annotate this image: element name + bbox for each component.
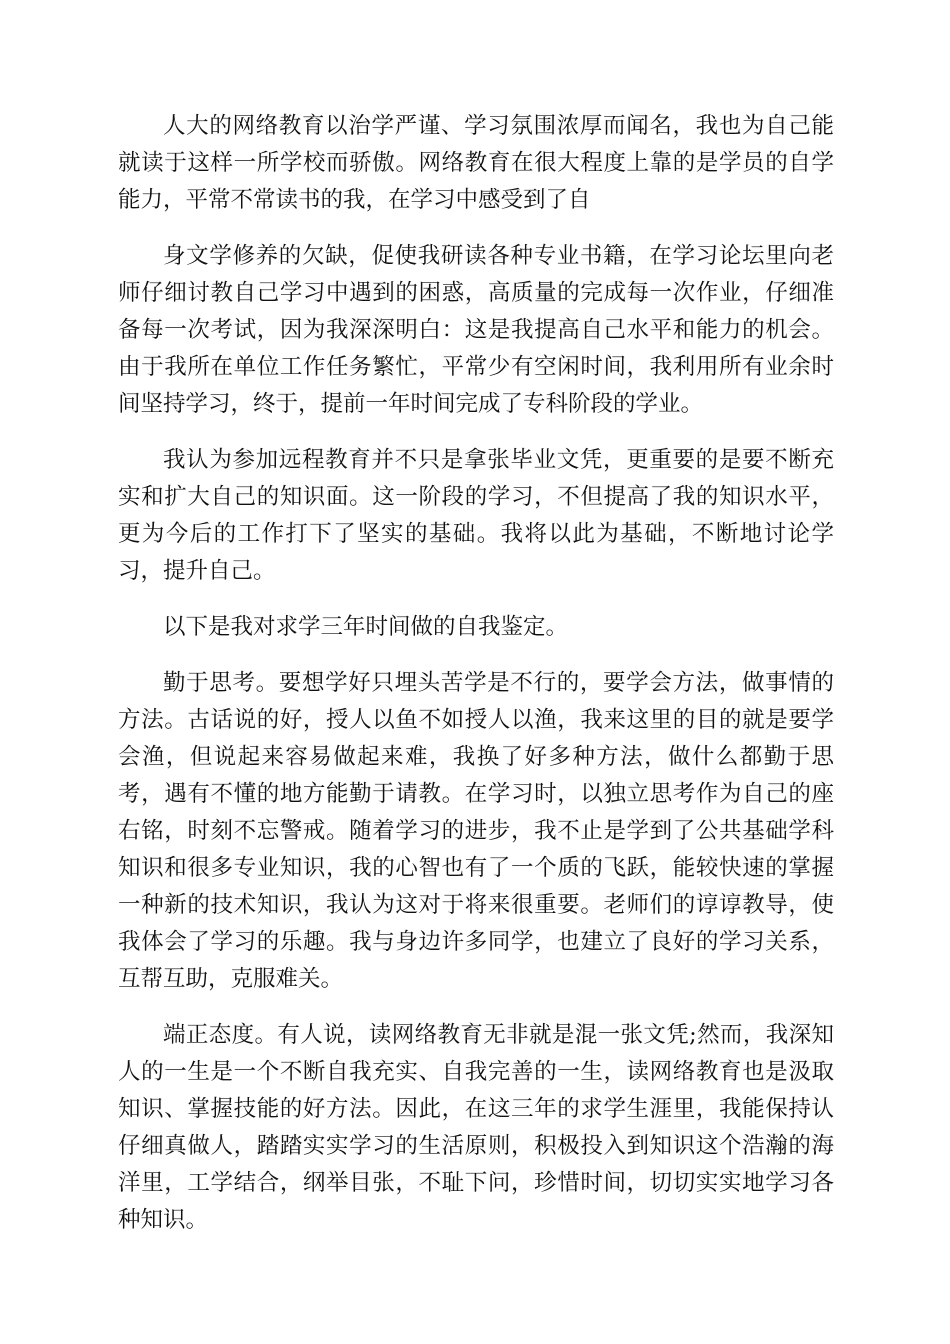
document-page <box>118 108 834 1258</box>
paragraph-distance-education: 我认为参加远程教育并不只是拿张毕业文凭，更重要的是要不断充实和扩大自己的知识面。这一阶段的学习，不但提高了我的知识水平，更为今后的工作打下了坚实的基础。我将以此为基础，不断地讨论学习，提升自己。 <box>118 447 834 584</box>
paragraph-self-appraisal-intro: 以下是我对求学三年时间做的自我鉴定。 <box>163 614 569 640</box>
paragraph-correct-attitude: 端正态度。有人说，读网络教育无非就是混一张文凭;然而，我深知人的一生是一个不断自我充实、自我完善的一生，读网络教育也是汲取知识、掌握技能的好方法。因此，在这三年的求学生涯里，我能保持认仔细真做人，踏踏实实学习的生活原则，积极投入到知识这个浩瀚的海洋里，工学结合，纲举目张，不耻下问，珍惜时间，切切实实地学习各种知识。 <box>118 1022 834 1233</box>
paragraph-self-study: 身文学修养的欠缺，促使我研读各种专业书籍，在学习论坛里向老师仔细讨教自己学习中遇到的困惑，高质量的完成每一次作业，仔细准备每一次考试，因为我深深明白：这是我提高自己水平和能力的机会。由于我所在单位工作任务繁忙，平常少有空闲时间，我利用所有业余时间坚持学习，终于，提前一年时间完成了专科阶段的学业。 <box>118 243 834 417</box>
paragraph-diligent-thinking: 勤于思考。要想学好只埋头苦学是不行的，要学会方法，做事情的方法。古话说的好，授人以鱼不如授人以渔，我来这里的目的就是要学会渔，但说起来容易做起来难，我换了好多种方法，做什么都勤于思考，遇有不懂的地方能勤于请教。在学习时，以独立思考作为自己的座右铭，时刻不忘警戒。随着学习的进步，我不止是学到了公共基础学科知识和很多专业知识，我的心智也有了一个质的飞跃，能较快速的掌握一种新的技术知识，我认为这对于将来很重要。老师们的谆谆教导，使我体会了学习的乐趣。我与身边许多同学，也建立了良好的学习关系，互帮互助，克服难关。 <box>118 670 834 992</box>
paragraph-intro: 人大的网络教育以治学严谨、学习氛围浓厚而闻名，我也为自己能就读于这样一所学校而骄傲。网络教育在很大程度上靠的是学员的自学能力，平常不常读书的我，在学习中感受到了自 <box>118 113 834 213</box>
